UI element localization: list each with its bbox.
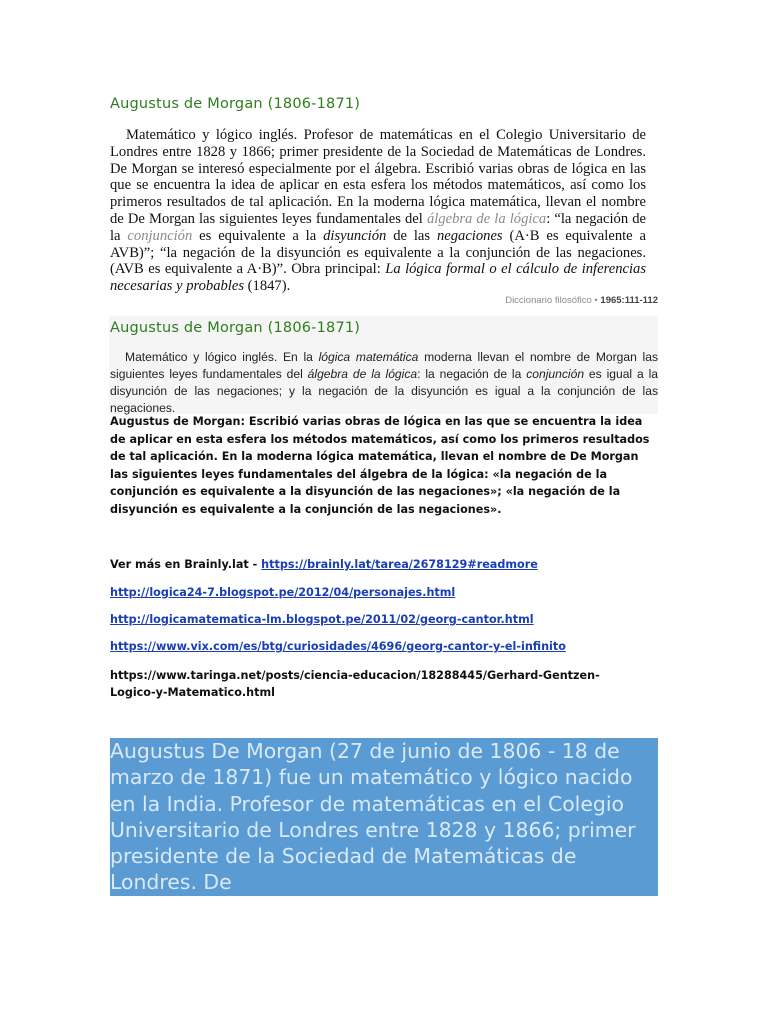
link-line-3 [110,612,534,627]
section2-text-c: : la negación de la [417,366,527,381]
section1-text-b: : “la negación de la [110,210,646,244]
section2-text-a: Matemático y lógico inglés. En la [125,350,319,364]
logicamatematica-link[interactable]: http://logicamatematica-lm.blogspot.pe/2011/02/georg-cantor.html [110,613,534,626]
taringa-line: https://www.taringa.net/posts/ciencia-educacion/18288445/Gerhard-Gentzen-Logico-y-Matematico.html [110,669,600,699]
conjuncion-link[interactable]: conjunción [127,227,193,244]
link-line-4 [110,639,566,654]
section2-title: Augustus de Morgan (1806-1871) [110,320,361,336]
source-ref: 1965:111-112 [600,295,658,306]
source-citation [400,295,658,306]
section1-paragraph [110,127,646,295]
algebra-logica-link[interactable]: álgebra de la lógica [426,210,547,227]
bold-summary-paragraph: Augustus de Morgan: Escribió varias obras de lógica en las que se encuentra la idea de aplicar en esta esfera los métodos matemáticos, así como los primeros resultados de tal aplicación. En la moderna lógica matemática, llevan el nombre de De Morgan las siguientes leyes fundamentales del álgebra de la lógica: «la negación de la conjunción es equivalente a la disyunción de las negaciones»; «la negación de la disyunción es equivalente a la conjunción de las negaciones». [110,415,650,516]
section2-text-d: es igual a la disyunción de las negaciones; y la negación de la disyunción es igual a la conjunción de las negaciones. [110,366,659,415]
section1-text-a: Matemático y lógico inglés. Profesor de matemáticas en el Colegio Universitario de Londres entre 1828 y 1866; primer presidente de la Sociedad de Matemáticas de Londres. De Morgan se interesó especialmente por el álgebra. Escribió varias obras de lógica en las que se encuentra la idea de aplicar en esta esfera los métodos matemáticos, así como los primeros resultados de tal aplicación. En la moderna lógica matemática, llevan el nombre de De Morgan las siguientes leyes fundamentales del [110,127,646,227]
negaciones-term: negaciones [436,227,503,244]
main-work-title: La lógica formal o el cálculo de inferencias necesarias y probables [110,261,647,295]
vix-link[interactable]: https://www.vix.com/es/btg/curiosidades/4696/georg-cantor-y-el-infinito [110,640,566,653]
section2-paragraph [110,349,658,417]
algebra-logica-term: álgebra de la lógica [307,366,418,381]
brainly-link[interactable]: https://brainly.lat/tarea/2678129#readmore [261,558,538,571]
disyuncion-term: disyunción [323,227,387,244]
brainly-line [110,557,658,572]
logica24-link[interactable]: http://logica24-7.blogspot.pe/2012/04/personajes.html [110,586,456,599]
section1-text-e: (A·B es equivalente a AVB)”; “la negación de la disyunción es equivalente a la conjunción de las negaciones. (AVB es equivalente a A·B)”. Obra principal: [110,227,647,278]
link-line-2 [110,585,455,600]
source-name: Diccionario filosófico [505,295,592,306]
highlighted-excerpt-text: Augustus De Morgan (27 de junio de 1806 - 18 de marzo de 1871) fue un matemático y lógico nacido en la India. Profesor de matemáticas en el Colegio Universitario de Londres entre 1828 y 1866; primer presidente de la Sociedad de Matemáticas de Londres. De [110,739,636,895]
brainly-prefix: Ver más en Brainly.lat - [110,558,262,571]
section2-text-b: moderna llevan el nombre de Morgan las siguientes leyes fundamentales del [110,350,658,381]
logica-matematica-term: lógica matemática [318,350,419,364]
section1-text-f: (1847). [244,278,291,295]
conjuncion-term: conjunción [526,366,585,381]
section1-text-c: es equivalente a la [192,227,324,244]
highlighted-excerpt [110,738,658,896]
section1-text-d: de las [386,227,437,244]
source-separator: • [591,295,601,306]
section1-title: Augustus de Morgan (1806-1871) [110,96,361,112]
